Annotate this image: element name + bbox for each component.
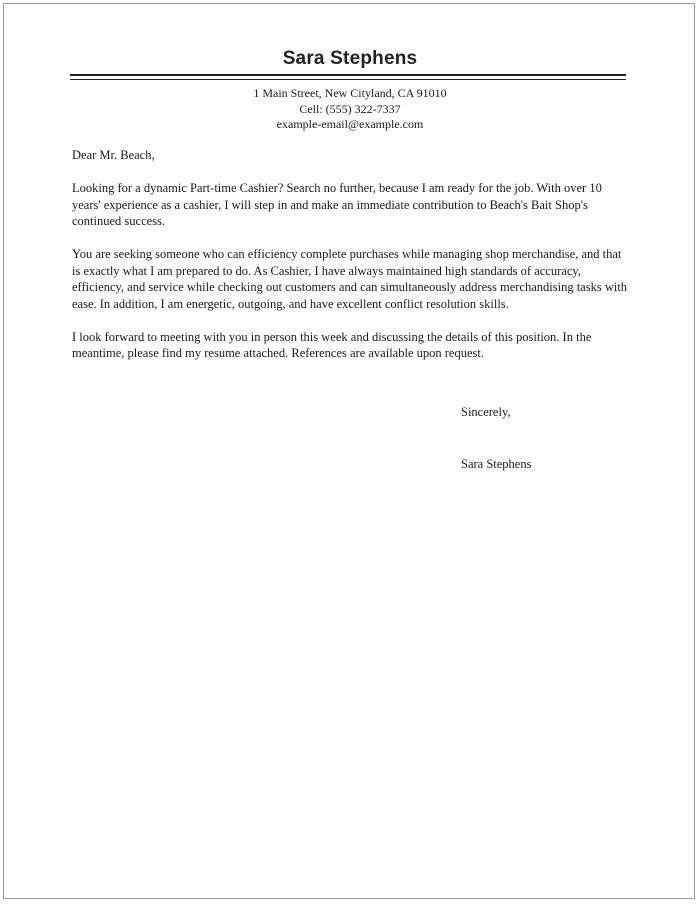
- sender-name: Sara Stephens: [282, 48, 418, 69]
- header-divider-thin: [70, 79, 626, 80]
- sender-phone: Cell: (555) 322-7337: [299, 101, 401, 116]
- sender-email: example-email@example.com: [276, 117, 424, 131]
- signature: Sara Stephens: [461, 457, 532, 471]
- paragraph-closing: I look forward to meeting with you in person this week and discussing the details of this position. In the meantime, please find my resume attached. References are available upon request.: [72, 329, 592, 360]
- paragraph-qualifications: You are seeking someone who can efficiency complete purchases while managing shop merchandise, and that is exactly what I am prepared to do. As Cashier, I have always maintained high standards of accuracy, efficiency, and service while checking out customers and can simultaneously address merchandising tasks with ease. In addition, I am energetic, outgoing, and have excellent conflict resolution skills.: [72, 247, 628, 311]
- letter-body: [72, 147, 632, 378]
- header-divider-thick: [70, 74, 626, 76]
- letter-page: [3, 3, 695, 899]
- salutation: Dear Mr. Beach,: [72, 148, 155, 162]
- closing: Sincerely,: [461, 405, 511, 419]
- contact-block: [0, 86, 700, 133]
- sender-address: 1 Main Street, New Cityland, CA 91010: [253, 86, 447, 100]
- paragraph-intro: Looking for a dynamic Part-time Cashier? Search no further, because I am ready for the job. With over 10 years' experience as a cashier, I will step in and make an immediate contribution to Beach's Bait Shop's continued success.: [72, 181, 602, 228]
